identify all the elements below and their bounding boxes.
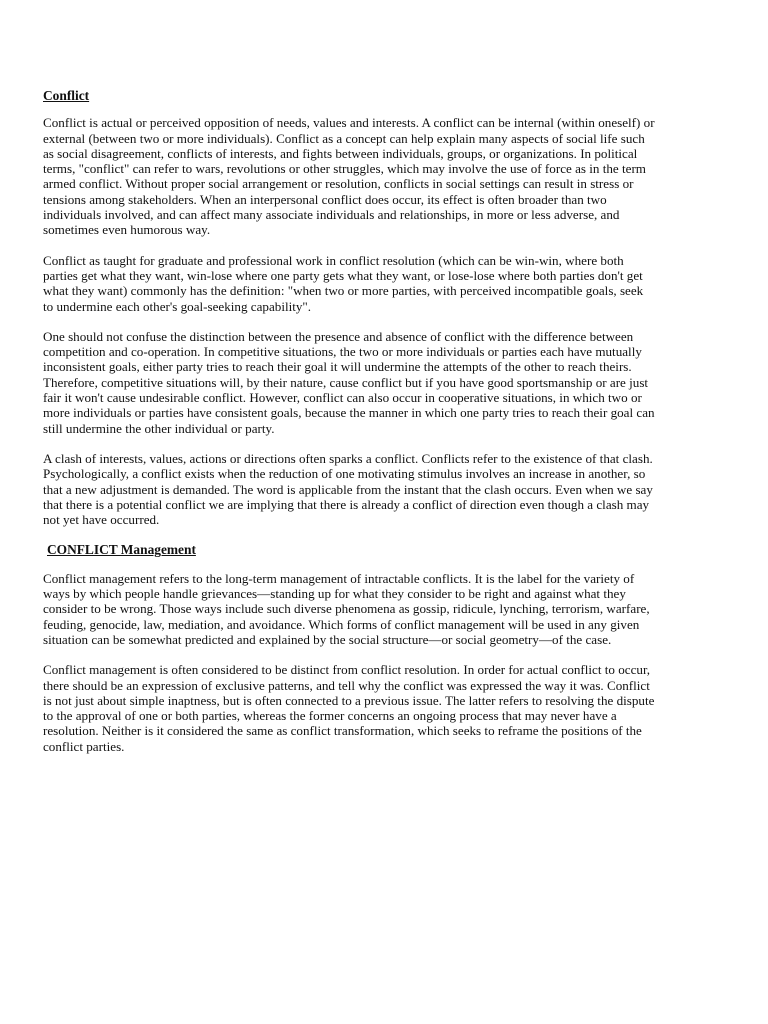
paragraph: A clash of interests, values, actions or directions often sparks a conflict. Conflicts refer to the existence of that clash. Psychologically, a conflict exists when the reduction of one motivating stimulus involves an increase in another, so that a new adjustment is demanded. The word is applicable from the instant that the clash occurs. Even when we say that there is a potential conflict we are implying that there is already a conflict of direction even though a clash may not yet have occurred. bbox=[43, 450, 653, 528]
paragraph: Conflict management refers to the long-term management of intractable conflicts. It is the label for the variety of ways by which people handle grievances—standing up for what they consider to be right and against what they consider to be wrong. Those ways include such diverse phenomena as gossip, ridicule, lynching, terrorism, warfare, feuding, genocide, law, mediation, and avoidance. Which forms of conflict management will be used in any given situation can be somewhat predicted and explained by the social structure—or social geometry—of the case. bbox=[43, 570, 650, 647]
paragraph: Conflict as taught for graduate and professional work in conflict resolution (which can be win-win, where both parties get what they want, win-lose where one party gets what they want, or lose-lose where both parties don't get what they want) commonly has the definition: "when two or more parties, with perceived incompatible goals, seek to undermine each other's goal-seeking capability". bbox=[43, 252, 644, 314]
paragraph: Conflict management is often considered to be distinct from conflict resolution. In order for actual conflict to occur, there should be an expression of exclusive patterns, and tell why the conflict was expressed the way it was. Conflict is not just about simple inaptness, but is often connected to a previous issue. The latter refers to resolving the dispute to the approval of one or both parties, whereas the former concerns an ongoing process that may never have a resolution. Neither is it considered the same as conflict transformation, which seeks to reframe the positions of the conflict parties. bbox=[43, 662, 655, 754]
document-body bbox=[43, 88, 655, 769]
paragraph: One should not confuse the distinction between the presence and absence of conflict with the difference between competition and co-operation. In competitive situations, the two or more individuals or parties each have mutually inconsistent goals, either party tries to reach their goal it will undermine the attempts of the other to reach theirs. Therefore, competitive situations will, by their nature, cause conflict but if you have good sportsmanship or are just fair it won't cause undesirable conflict. However, conflict can also occur in cooperative situations, in which two or more individuals or parties have consistent goals, because the manner in which one party tries to reach their goal can still undermine the other individual or party. bbox=[43, 328, 655, 436]
paragraph: Conflict is actual or perceived opposition of needs, values and interests. A conflict can be internal (within oneself) or external (between two or more individuals). Conflict as a concept can help explain many aspects of social life such as social disagreement, conflicts of interests, and fights between individuals, groups, or organizations. In political terms, "conflict" can refer to wars, revolutions or other struggles, which may involve the use of force as in the term armed conflict. Without proper social arrangement or resolution, conflicts in social settings can result in stress or tensions among stakeholders. When an interpersonal conflict does occur, its effect is often broader than two individuals involved, and can affect many associate individuals and relationships, in more or less adverse, and sometimes even humorous way. bbox=[43, 115, 655, 238]
section-heading-conflict: Conflict bbox=[43, 88, 90, 103]
section-heading-conflict-management: CONFLICT Management bbox=[47, 542, 196, 558]
